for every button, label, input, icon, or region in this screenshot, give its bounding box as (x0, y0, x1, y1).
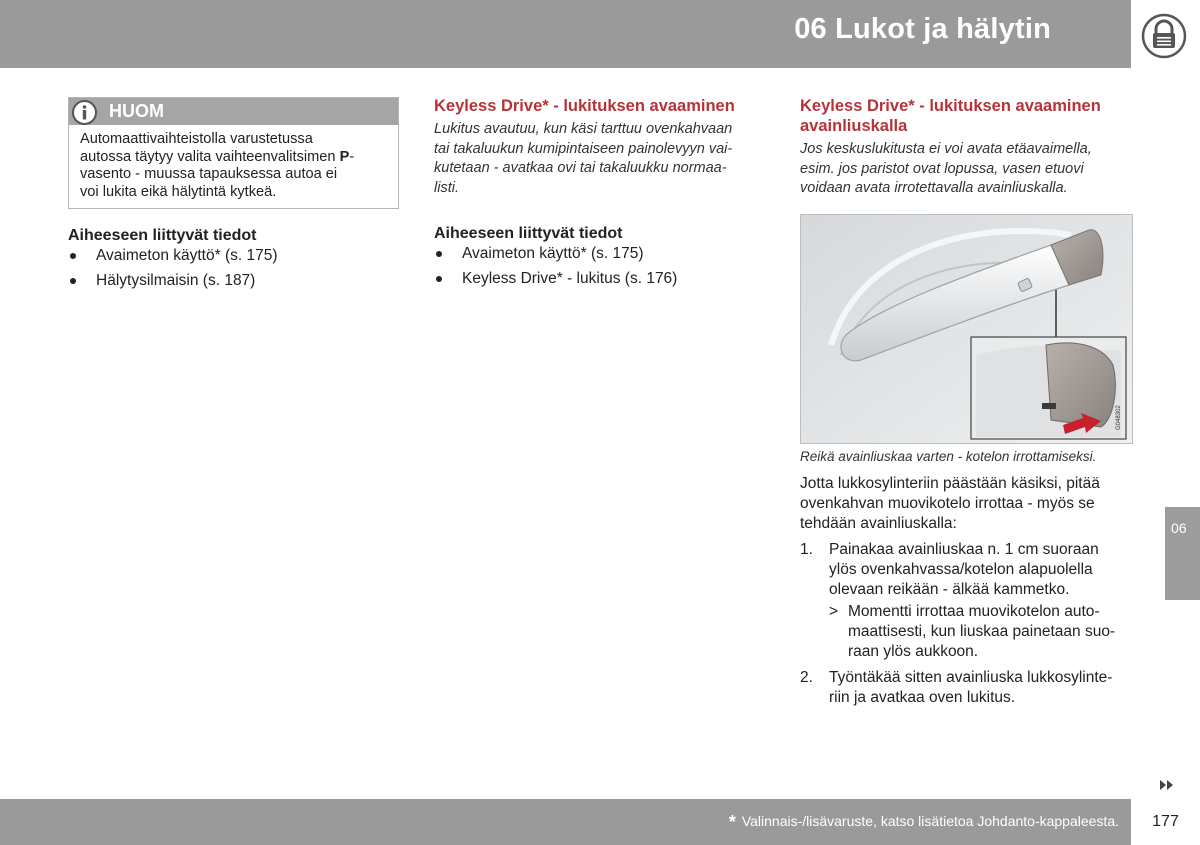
header-bar (0, 0, 1131, 68)
note-title: HUOM (109, 101, 164, 121)
chapter-side-tab[interactable] (1165, 507, 1200, 600)
figure-caption: Reikä avainliuskaa varten - kotelon irrottamiseksi. (800, 449, 1097, 464)
related-link[interactable]: Keyless Drive* - lukitus (s. 176) (434, 270, 774, 288)
note-header (69, 98, 398, 125)
footer-bar (0, 799, 1131, 845)
related-link[interactable]: Hälytysilmaisin (s. 187) (68, 272, 398, 290)
door-handle-drawing (801, 215, 1133, 444)
door-handle-illustration (800, 214, 1133, 444)
step-number: 1. (800, 541, 813, 558)
section-title: Keyless Drive* - lukituksen avaaminen avainliuskalla (800, 97, 1101, 135)
note-box (68, 97, 399, 209)
continue-arrow-icon (1160, 780, 1174, 790)
lock-icon (1141, 13, 1187, 59)
result-marker: > (829, 603, 839, 620)
info-icon (71, 99, 98, 126)
note-text: Automaattivaihteistolla varustetussa autossa täytyy valita vaihteenvalitsimen P- vasento - muussa tapauksessa autoa ei voi lukita eikä hälytintä kytkeä. (80, 131, 355, 200)
related-link[interactable]: Avaimeton käyttö* (s. 175) (68, 247, 398, 265)
section-title: Keyless Drive* - lukituksen avaaminen (434, 97, 735, 115)
page-number: 177 (1152, 813, 1179, 830)
section-lead: Jos keskuslukitusta ei voi avata etäavaimella, esim. jos paristot ovat lopussa, vasen etuovi voidaan avata irrotettavalla avainliuskalla. (800, 141, 1092, 196)
section-lead: Lukitus avautuu, kun käsi tarttuu ovenkahvaan tai takaluukun kumipintaiseen painolevyyn vai- kutetaan - avatkaa ovi tai takaluukku normaa- listi. (434, 121, 733, 196)
related-info-title: Aiheeseen liittyvät tiedot (434, 225, 623, 242)
step-text: Työntäkää sitten avainliuska lukkosylinte- riin ja avatkaa oven lukitus. (829, 669, 1113, 706)
chapter-title: 06 Lukot ja hälytin (794, 13, 1051, 45)
footer-note: * Valinnais-/lisävaruste, katso lisätietoa Johdanto-kappaleesta. (728, 812, 1119, 832)
step-text: Painakaa avainliuskaa n. 1 cm suoraan ylös ovenkahvassa/kotelon alapuolella olevaan reikään - älkää kammetko. (829, 541, 1099, 598)
chapter-icon-tab (1131, 0, 1200, 68)
chapter-side-tab-label: 06 (1171, 520, 1187, 536)
related-links-list (434, 245, 774, 295)
result-text: Momentti irrottaa muovikotelon auto- maattisesti, kun liuskaa painetaan suo- raan ylös aukkoon. (848, 603, 1116, 660)
step-number: 2. (800, 669, 813, 686)
body-paragraph: Jotta lukkosylinteriin päästään käsiksi, pitää ovenkahvan muovikotelo irrottaa - myös se tehdään avainliuskalla: (800, 475, 1100, 532)
related-info-title: Aiheeseen liittyvät tiedot (68, 227, 257, 244)
related-links-list (68, 247, 398, 297)
related-link[interactable]: Avaimeton käyttö* (s. 175) (434, 245, 774, 263)
figure-code: G048302 (1116, 405, 1122, 430)
